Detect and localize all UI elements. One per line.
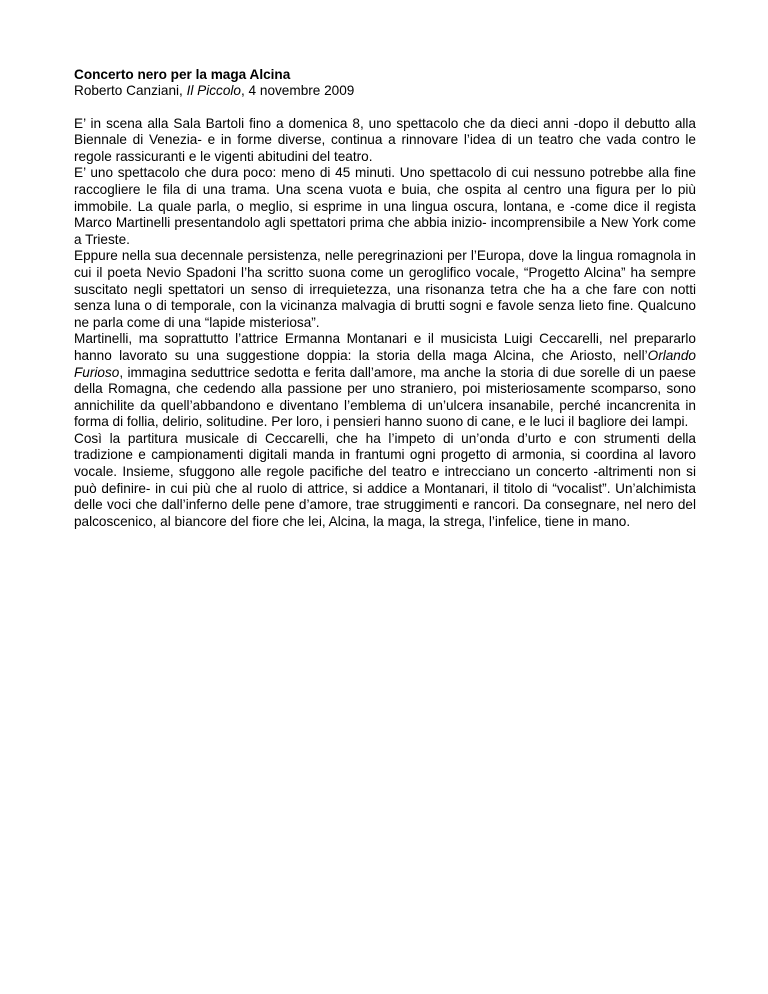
paragraph-4-part-1: Martinelli, ma soprattutto l’attrice Ermanna Montanari e il musicista Luigi Ceccarelli, nel prepararlo hanno lavorato su una suggestione doppia: la storia della maga Alcina, che Ariosto, nell’ <box>74 331 696 363</box>
paragraph-2: E’ uno spettacolo che dura poco: meno di 45 minuti. Uno spettacolo di cui nessuno potrebbe alla fine raccogliere le fila di una trama. Una scena vuota e buia, che ospita al centro una figura per lo più immobile. La quale parla, o meglio, si esprime in una lingua oscura, lontana, e -come dice il regista Marco Martinelli presentandolo agli spettatori prima che abbia inizio- incomprensibile a New York come a Trieste. <box>74 165 696 247</box>
article-byline <box>74 83 696 100</box>
orlando-furioso-title: Orlando Furioso <box>74 347 696 380</box>
paragraph-5: Così la partitura musicale di Ceccarelli, che ha l’impeto di un’onda d’urto e con strumenti della tradizione e campionamenti digitali manda in frantumi ogni progetto di armonia, si coordina al lavoro vocale. Insieme, sfuggono alle regole pacifiche del teatro e intrecciano un concerto -altrimenti non si può definire- in cui più che al ruolo di attrice, si addice a Montanari, il titolo di “vocalist”. Un’alchimista delle voci che dall’inferno delle pene d’amore, trae struggimenti e rancori. Da consegnare, nel nero del palcoscenico, al biancore del fiore che lei, Alcina, la maga, la strega, l’infelice, tiene in mano. <box>74 430 696 529</box>
article-body <box>74 116 696 531</box>
document-page <box>74 67 696 530</box>
paragraph-1: E’ in scena alla Sala Bartoli fino a domenica 8, uno spettacolo che da dieci anni -dopo il debutto alla Biennale di Venezia- e in forme diverse, continua a rinnovare l’idea di un teatro che vada contro le regole rassicuranti e le vigenti abitudini del teatro. <box>74 115 696 164</box>
byline-author: Roberto Canziani, <box>74 83 187 98</box>
paragraph-4 <box>74 331 696 431</box>
paragraph-3: Eppure nella sua decennale persistenza, nelle peregrinazioni per l’Europa, dove la lingua romagnola in cui il poeta Nevio Spadoni l’ha scritto suona come un geroglifico vocale, “Progetto Alcina” ha sempre suscitato negli spettatori un senso di irrequietezza, una risonanza tetra che ha a che fare con notti senza luna o di temporale, con la vicinanza malvagia di brutti sogni e favole senza lieto fine. Qualcuno ne parla come di una “lapide misteriosa”. <box>74 248 696 330</box>
byline-publication: Il Piccolo <box>186 83 241 98</box>
byline-date: , 4 novembre 2009 <box>241 83 355 98</box>
paragraph-4-part-2: , immagina seduttrice sedotta e ferita dall’amore, ma anche la storia di due sorelle di un paese della Romagna, che cedendo alla passione per uno straniero, poi misteriosamente scomparso, sono annichilite da quell’abbandono e diventano l’emblema di un’ulcera insanabile, perché incancrenita in forma di follia, delirio, solitudine. Per loro, i pensieri hanno suono di cane, e le luci il bagliore dei lampi. <box>74 364 696 430</box>
article-title: Concerto nero per la maga Alcina <box>74 67 291 82</box>
